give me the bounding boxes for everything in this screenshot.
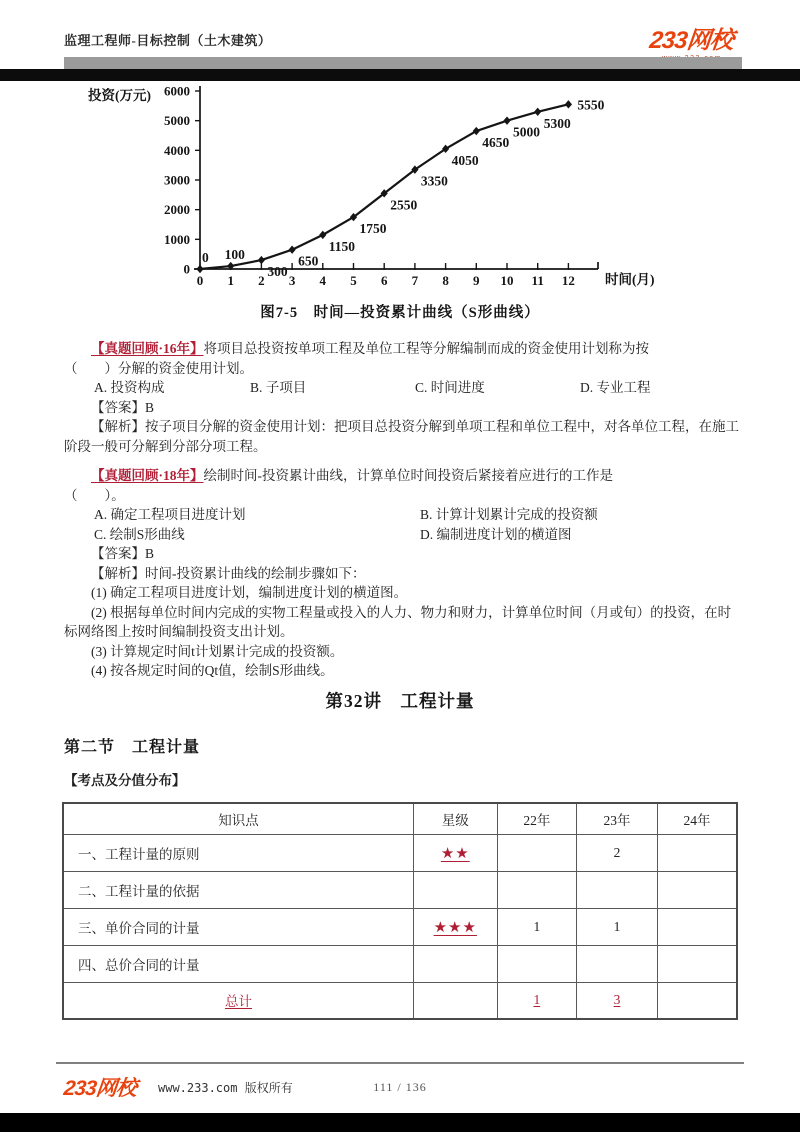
chart-caption: 图7-5 时间—投资累计曲线（S形曲线） bbox=[260, 305, 540, 321]
score-23: 1 bbox=[577, 908, 658, 945]
score-22: 1 bbox=[497, 908, 577, 945]
question-18-options-row1 bbox=[64, 505, 742, 525]
footer-copyright: www.233.com 版权所有 bbox=[158, 1081, 293, 1095]
question-18-block bbox=[64, 466, 742, 681]
score-distribution-table bbox=[62, 802, 738, 1020]
question-16-options bbox=[64, 378, 742, 398]
score-22 bbox=[497, 871, 577, 908]
score-24 bbox=[657, 834, 737, 871]
svg-text:0: 0 bbox=[196, 273, 204, 288]
option-b: B. 计算计划累计完成的投资额 bbox=[420, 507, 598, 522]
knowledge-point: 二、工程计量的依据 bbox=[63, 871, 413, 908]
table-header-22: 22年 bbox=[497, 803, 577, 834]
star-rating: ★★ bbox=[413, 834, 497, 871]
header-gray-bar bbox=[64, 57, 742, 69]
analysis-intro-18: 【解析】时间-投资累计曲线的绘制步骤如下： bbox=[91, 565, 366, 581]
svg-text:时间(月): 时间(月) bbox=[605, 272, 655, 287]
footer-logo: 233网校 bbox=[62, 1077, 138, 1100]
svg-text:2550: 2550 bbox=[390, 197, 418, 213]
svg-text:6: 6 bbox=[380, 273, 388, 288]
svg-text:100: 100 bbox=[224, 247, 245, 263]
total-24 bbox=[657, 982, 737, 1019]
table-header-stars: 星级 bbox=[413, 803, 497, 834]
question-18-stem bbox=[64, 466, 742, 505]
svg-text:3: 3 bbox=[288, 273, 296, 288]
header-title: 监理工程师-目标控制（土木建筑） bbox=[64, 33, 272, 48]
score-22 bbox=[497, 834, 577, 871]
table-header-row bbox=[63, 803, 737, 834]
analysis-text-16: 【解析】按子项目分解的资金使用计划：把项目总投资分解到单项工程和单位工程中，对各单位工程，在施工阶段一般可分解到分部分项工程。 bbox=[64, 419, 739, 454]
answer-line-18: 【答案】B bbox=[91, 546, 155, 561]
svg-text:4000: 4000 bbox=[164, 142, 190, 158]
distribution-heading: 【考点及分值分布】 bbox=[64, 773, 186, 788]
svg-text:1150: 1150 bbox=[328, 238, 356, 254]
svg-text:5: 5 bbox=[350, 273, 357, 288]
logo-233-text: 233网校 bbox=[648, 27, 735, 54]
question-18-stem-line1: 绘制时间-投资累计曲线，计算单位时间投资后紧接着应进行的工作是 bbox=[203, 468, 614, 483]
table-row bbox=[63, 834, 737, 871]
svg-text:9: 9 bbox=[473, 273, 480, 288]
svg-text:6000: 6000 bbox=[164, 84, 190, 99]
table-row bbox=[63, 871, 737, 908]
svg-text:1750: 1750 bbox=[359, 221, 387, 237]
option-a: A. 确定工程项目进度计划 bbox=[94, 507, 246, 522]
knowledge-point: 四、总价合同的计量 bbox=[63, 945, 413, 982]
svg-text:7: 7 bbox=[411, 273, 419, 288]
star-rating bbox=[413, 982, 497, 1019]
knowledge-point: 三、单价合同的计量 bbox=[63, 908, 413, 945]
option-c: C. 绘制S形曲线 bbox=[94, 526, 185, 542]
footer-black-bar bbox=[0, 1113, 800, 1132]
table-header-23: 23年 bbox=[577, 803, 658, 834]
knowledge-point: 一、工程计量的原则 bbox=[63, 834, 413, 871]
table-row bbox=[63, 908, 737, 945]
svg-text:8: 8 bbox=[442, 273, 449, 288]
option-d: D. 编制进度计划的横道图 bbox=[420, 526, 572, 542]
star-rating bbox=[413, 871, 497, 908]
star-rating: ★★★ bbox=[413, 908, 497, 945]
svg-text:4650: 4650 bbox=[482, 135, 510, 151]
svg-text:1000: 1000 bbox=[164, 231, 190, 247]
table-header-24: 24年 bbox=[657, 803, 737, 834]
solution-step-1: (1) 确定工程项目进度计划，编制进度计划的横道图。 bbox=[91, 585, 408, 600]
lecture-title: 第32讲 工程计量 bbox=[325, 691, 475, 711]
svg-text:2: 2 bbox=[258, 273, 265, 288]
brand-logo bbox=[642, 20, 742, 62]
svg-text:10: 10 bbox=[500, 273, 514, 288]
question-18-options-row2 bbox=[64, 525, 742, 545]
page-number: 111 / 136 bbox=[373, 1080, 427, 1094]
score-23 bbox=[577, 945, 658, 982]
svg-text:5550: 5550 bbox=[577, 97, 605, 113]
svg-text:3000: 3000 bbox=[164, 172, 190, 188]
svg-text:4050: 4050 bbox=[451, 152, 479, 168]
exam-recall-tag-18: 【真题回顾·18年】 bbox=[91, 468, 204, 483]
option-c: C. 时间进度 bbox=[415, 380, 485, 395]
total-23: 3 bbox=[577, 982, 658, 1019]
question-18-stem-line2: （ ）。 bbox=[64, 487, 125, 503]
solution-step-2: (2) 根据每单位时间内完成的实物工程量或投入的人力、物力和财力，计算单位时间（月或旬）的投资，在时标网络图上按时间编制投资支出计划。 bbox=[64, 604, 732, 639]
question-16-stem-line2: （ ）分解的资金使用计划。 bbox=[64, 360, 253, 376]
question-16-block bbox=[64, 339, 742, 456]
svg-text:12: 12 bbox=[561, 273, 575, 288]
exam-recall-tag-16: 【真题回顾·16年】 bbox=[91, 341, 204, 356]
subsection-title: 第二节 工程计量 bbox=[64, 739, 201, 756]
svg-text:0: 0 bbox=[202, 250, 209, 265]
score-23 bbox=[577, 871, 658, 908]
svg-text:投资(万元): 投资(万元) bbox=[88, 88, 151, 103]
score-22 bbox=[497, 945, 577, 982]
svg-text:11: 11 bbox=[531, 273, 544, 288]
score-24 bbox=[657, 871, 737, 908]
svg-text:650: 650 bbox=[298, 253, 319, 269]
star-rating bbox=[413, 945, 497, 982]
header-black-bar bbox=[0, 69, 800, 81]
option-a: A. 投资构成 bbox=[94, 380, 165, 395]
solution-step-4: (4) 按各规定时间的Qt值，绘制S形曲线。 bbox=[91, 663, 334, 678]
total-22: 1 bbox=[497, 982, 577, 1019]
score-24 bbox=[657, 945, 737, 982]
question-text-block bbox=[64, 339, 742, 681]
svg-text:3350: 3350 bbox=[420, 173, 448, 189]
option-b: B. 子项目 bbox=[250, 380, 307, 395]
svg-text:2000: 2000 bbox=[164, 202, 190, 218]
svg-text:5000: 5000 bbox=[513, 124, 540, 140]
question-16-stem bbox=[64, 339, 742, 378]
svg-text:4: 4 bbox=[319, 273, 327, 288]
svg-text:5300: 5300 bbox=[543, 115, 571, 131]
question-16-stem-line1: 将项目总投资按单项工程及单位工程等分解编制而成的资金使用计划称为按 bbox=[203, 341, 650, 356]
footer-divider bbox=[56, 1062, 744, 1064]
svg-text:5000: 5000 bbox=[164, 113, 190, 129]
svg-text:300: 300 bbox=[267, 264, 288, 280]
table-total-row bbox=[63, 982, 737, 1019]
svg-text:1: 1 bbox=[227, 273, 234, 288]
svg-text:0: 0 bbox=[183, 261, 190, 277]
score-23: 2 bbox=[577, 834, 658, 871]
table-row bbox=[63, 945, 737, 982]
answer-line-16: 【答案】B bbox=[91, 399, 155, 415]
total-label: 总计 bbox=[63, 982, 413, 1019]
solution-step-3: (3) 计算规定时间t计划累计完成的投资额。 bbox=[91, 643, 344, 659]
score-24 bbox=[657, 908, 737, 945]
option-d: D. 专业工程 bbox=[580, 380, 651, 395]
table-header-knowledge: 知识点 bbox=[63, 803, 413, 834]
investment-curve-chart bbox=[85, 84, 665, 302]
